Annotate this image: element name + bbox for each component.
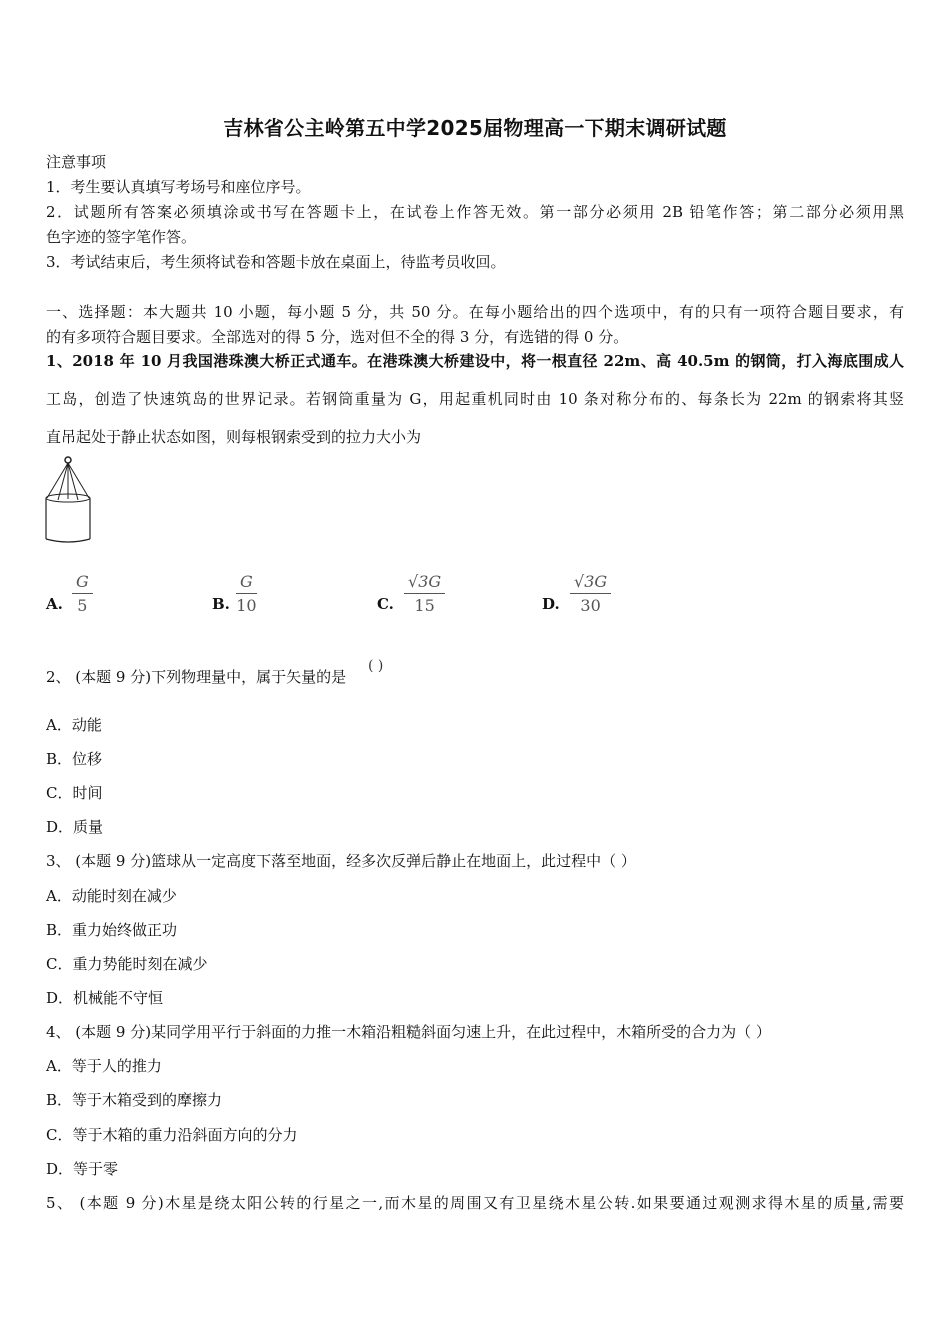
option-b-letter: B.	[212, 595, 230, 613]
steel-cylinder-figure	[44, 455, 96, 545]
question-3-option: B．重力始终做正功	[46, 921, 178, 939]
question-2-option: A．动能	[46, 716, 102, 734]
page-title: 吉林省公主岭第五中学2025届物理高一下期末调研试题	[223, 116, 727, 140]
question-4-option: D．等于零	[46, 1160, 119, 1178]
question-1-stem: 直吊起处于静止状态如图，则每根钢索受到的拉力大小为	[46, 428, 422, 446]
option-c-fraction: $\frac{√3G}{15}$	[404, 572, 445, 615]
notice-item: 1．考生要认真填写考场号和座位序号。	[46, 178, 311, 196]
question-2-option: C．时间	[46, 784, 103, 802]
option-d-letter: D.	[542, 595, 560, 613]
option-d-fraction: $\frac{√3G}{30}$	[570, 572, 611, 615]
notice-item: 3．考试结束后，考生须将试卷和答题卡放在桌面上，待监考员收回。	[46, 253, 506, 271]
question-3-option: C．重力势能时刻在减少	[46, 955, 208, 973]
notice-item: 2．试题所有答案必须填涂或书写在答题卡上，在试卷上作答无效。第一部分必须用 2B 铅笔作答；第二部分必须用黑	[46, 203, 904, 221]
question-3-option: A．动能时刻在减少	[46, 887, 177, 905]
question-4-stem: 4、 (本题 9 分)某同学用平行于斜面的力推一木箱沿粗糙斜面匀速上升，在此过程中，木箱所受的合力为（ ）	[46, 1023, 771, 1041]
option-a-fraction: $\frac{G}{5}$	[72, 572, 93, 615]
option-b-fraction: $\frac{G}{10}$	[236, 572, 257, 615]
question-3-stem: 3、 (本题 9 分)篮球从一定高度下落至地面，经多次反弹后静止在地面上，此过程中（ ）	[46, 852, 636, 870]
question-4-option: C．等于木箱的重力沿斜面方向的分力	[46, 1126, 298, 1144]
notice-heading: 注意事项	[46, 153, 107, 171]
section-instructions: 的有多项符合题目要求。全部选对的得 5 分，选对但不全的得 3 分，有选错的得 0 分。	[46, 328, 629, 346]
question-1-stem: 工岛，创造了快速筑岛的世界记录。若钢筒重量为 G，用起重机同时由 10 条对称分布的、每条长为 22m 的钢索将其竖	[46, 390, 904, 408]
question-2-stem: 2、 (本题 9 分)下列物理量中，属于矢量的是	[46, 668, 347, 686]
question-2-option: D．质量	[46, 818, 104, 836]
option-a-letter: A.	[46, 595, 63, 613]
question-4-option: B．等于木箱受到的摩擦力	[46, 1091, 223, 1109]
question-4-option: A．等于人的推力	[46, 1057, 162, 1075]
option-c-letter: C.	[377, 595, 394, 613]
question-1-stem: 1、2018 年 10 月我国港珠澳大桥正式通车。在港珠澳大桥建设中，将一根直径 22m、高 40.5m 的钢筒，打入海底围成人	[46, 352, 904, 370]
question-3-option: D．机械能不守恒	[46, 989, 164, 1007]
section-instructions: 一、选择题：本大题共 10 小题，每小题 5 分，共 50 分。在每小题给出的四个选项中，有的只有一项符合题目要求，有	[46, 303, 904, 321]
question-5-stem: 5、 (本题 9 分)木星是绕太阳公转的行星之一,而木星的周围又有卫星绕木星公转.如果要通过观测求得木星的质量,需要	[46, 1194, 904, 1212]
notice-item: 色字迹的签字笔作答。	[46, 228, 197, 246]
question-2-option: B．位移	[46, 750, 103, 768]
answer-bracket: ( )	[368, 658, 384, 674]
